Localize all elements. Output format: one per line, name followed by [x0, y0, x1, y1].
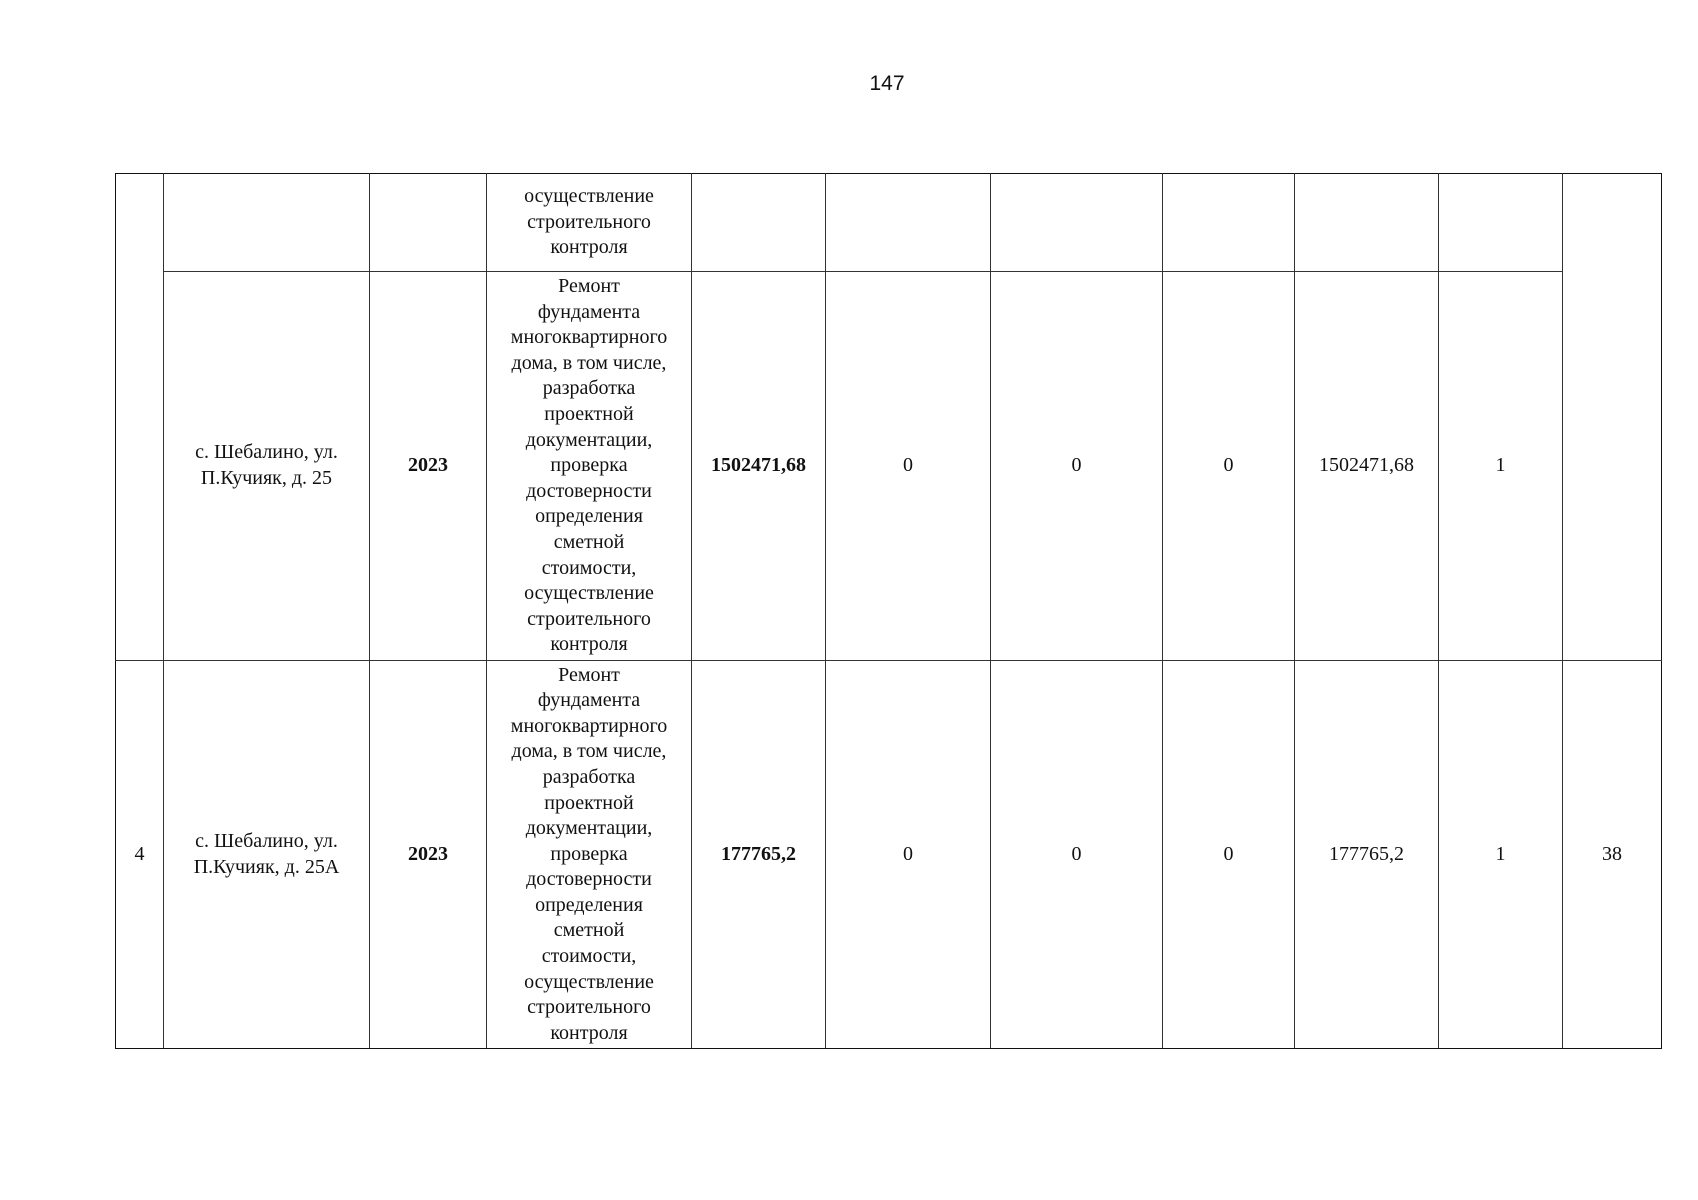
table-row	[116, 272, 1662, 661]
work-line: фундамента	[537, 300, 641, 323]
work-line: стоимости,	[541, 556, 637, 579]
page-number: 147	[869, 72, 905, 95]
table-row-continuation	[116, 174, 1662, 272]
value-cell: 0	[991, 272, 1163, 661]
address-cell	[164, 272, 370, 661]
value-cell: 1	[1439, 661, 1563, 1049]
total-cost-cell: 177765,2	[692, 661, 826, 1049]
year-cell: 2023	[370, 661, 487, 1049]
work-line: Ремонт	[558, 275, 620, 298]
work-line: дома, в том числе,	[511, 351, 667, 374]
value-cell: 0	[991, 661, 1163, 1049]
capital-repair-table	[115, 173, 1662, 1049]
work-line: определения	[535, 505, 643, 528]
table-row	[116, 661, 1662, 1049]
work-line: документации,	[525, 428, 653, 451]
work-line: стоимости,	[541, 945, 637, 968]
work-type-cell	[487, 272, 692, 661]
work-line: документации,	[525, 817, 653, 840]
value-cell: 0	[1163, 661, 1295, 1049]
work-line: разработка	[542, 765, 636, 788]
address-line: П.Кучияк, д. 25А	[193, 855, 340, 878]
work-line: разработка	[542, 377, 636, 400]
year-cell: 2023	[370, 272, 487, 661]
total-cost-cell: 1502471,68	[692, 272, 826, 661]
work-line: контроля	[550, 236, 628, 259]
value-cell: 177765,2	[1295, 661, 1439, 1049]
value-cell: 1	[1439, 272, 1563, 661]
work-line: проектной	[544, 791, 634, 814]
work-line: осуществление	[524, 582, 654, 605]
work-line: проверка	[550, 842, 628, 865]
value-cell: 1502471,68	[1295, 272, 1439, 661]
work-line: строительного	[527, 996, 651, 1019]
work-line: дома, в том числе,	[511, 740, 667, 763]
value-cell: 0	[826, 661, 991, 1049]
work-line: осуществление	[524, 185, 654, 208]
work-type-cell	[487, 661, 692, 1049]
total-cost-cell	[692, 174, 826, 272]
address-line: с. Шебалино, ул.	[195, 441, 338, 464]
work-line: осуществление	[524, 970, 654, 993]
last-column-cell: 38	[1563, 661, 1662, 1049]
work-line: сметной	[553, 919, 625, 942]
work-line: строительного	[527, 210, 651, 233]
value-cell	[826, 174, 991, 272]
row-number-cell: 4	[116, 661, 164, 1049]
value-cell: 0	[1163, 272, 1295, 661]
address-line: с. Шебалино, ул.	[195, 829, 338, 852]
value-cell	[1295, 174, 1439, 272]
value-cell	[1163, 174, 1295, 272]
value-cell	[1439, 174, 1563, 272]
work-line: достоверности	[526, 479, 652, 502]
work-line: многоквартирного	[510, 714, 668, 737]
work-line: контроля	[550, 633, 628, 656]
value-cell: 0	[826, 272, 991, 661]
row-number-cell	[116, 174, 164, 661]
address-cell	[164, 661, 370, 1049]
address-line: П.Кучияк, д. 25	[200, 467, 333, 489]
work-line: многоквартирного	[510, 326, 668, 349]
work-line: проектной	[544, 403, 634, 426]
last-column-cell	[1563, 174, 1662, 661]
work-line: сметной	[553, 530, 625, 553]
work-line: проверка	[550, 454, 628, 477]
work-line: определения	[535, 893, 643, 916]
work-line: строительного	[527, 607, 651, 630]
work-type-cell	[487, 174, 692, 272]
work-line: фундамента	[537, 689, 641, 712]
work-line: контроля	[550, 1021, 628, 1044]
year-cell	[370, 174, 487, 272]
value-cell	[991, 174, 1163, 272]
address-cell	[164, 174, 370, 272]
work-line: достоверности	[526, 868, 652, 891]
work-line: Ремонт	[558, 663, 620, 686]
